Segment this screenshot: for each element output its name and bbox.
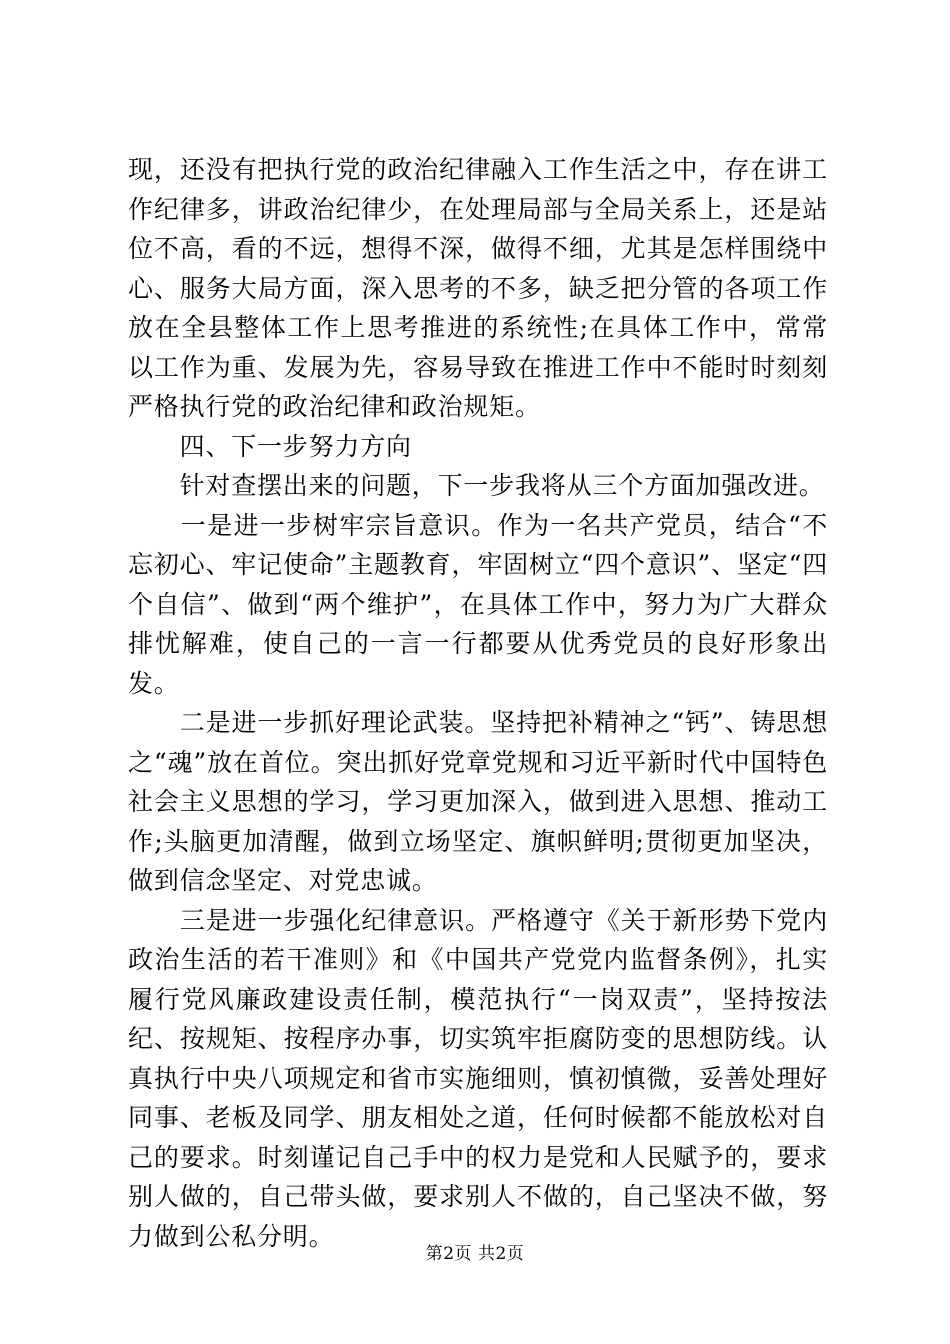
paragraph-point-three: 三是进一步强化纪律意识。严格遵守《关于新形势下党内政治生活的若干准则》和《中国共产党党内监督条例》，扎实履行党风廉政建设责任制，模范执行“一岗双责”，坚持按法纪、按规矩、按程序办事，切实筑牢拒腐防变的思想防线。认真执行中央八项规定和省市实施细则，慎初慎微，妥善处理好同事、老板及同学、朋友相处之道，任何时候都不能放松对自己的要求。时刻谨记自己手中的权力是党和人民赋予的，要求别人做的，自己带头做，要求别人不做的，自己坚决不做，努力做到公私分明。 [128,905,828,1251]
paragraph-point-two: 二是进一步抓好理论武装。坚持把补精神之“钙”、铸思想之“魂”放在首位。突出抓好党章党规和习近平新时代中国特色社会主义思想的学习，学习更加深入，做到进入思想、推动工作;头脑更加清醒，做到立场坚定、旗帜鲜明;贯彻更加坚决，做到信念坚定、对党忠诚。 [128,708,828,895]
section-heading: 四、下一步努力方向 [128,431,412,461]
paragraph-intro: 针对查摆出来的问题，下一步我将从三个方面加强改进。 [128,471,825,500]
document-body [128,150,828,1256]
paragraph-point-one: 一是进一步树牢宗旨意识。作为一名共产党员，结合“不忘初心、牢记使命”主题教育，牢固树立“四个意识”、坚定“四个自信”、做到“两个维护”，在具体工作中，努力为广大群众排忧解难，使自己的一言一行都要从优秀党员的良好形象出发。 [128,510,828,698]
paragraph-continuation: 现，还没有把执行党的政治纪律融入工作生活之中，存在讲工作纪律多，讲政治纪律少，在处理局部与全局关系上，还是站位不高，看的不远，想得不深，做得不细，尤其是怎样围绕中心、服务大局方面，深入思考的不多，缺乏把分管的各项工作放在全县整体工作上思考推进的系统性;在具体工作中，常常以工作为重、发展为先，容易导致在推进工作中不能时时刻刻严格执行党的政治纪律和政治规矩。 [128,155,828,421]
page-footer: 第2页 共2页 [425,1244,525,1264]
